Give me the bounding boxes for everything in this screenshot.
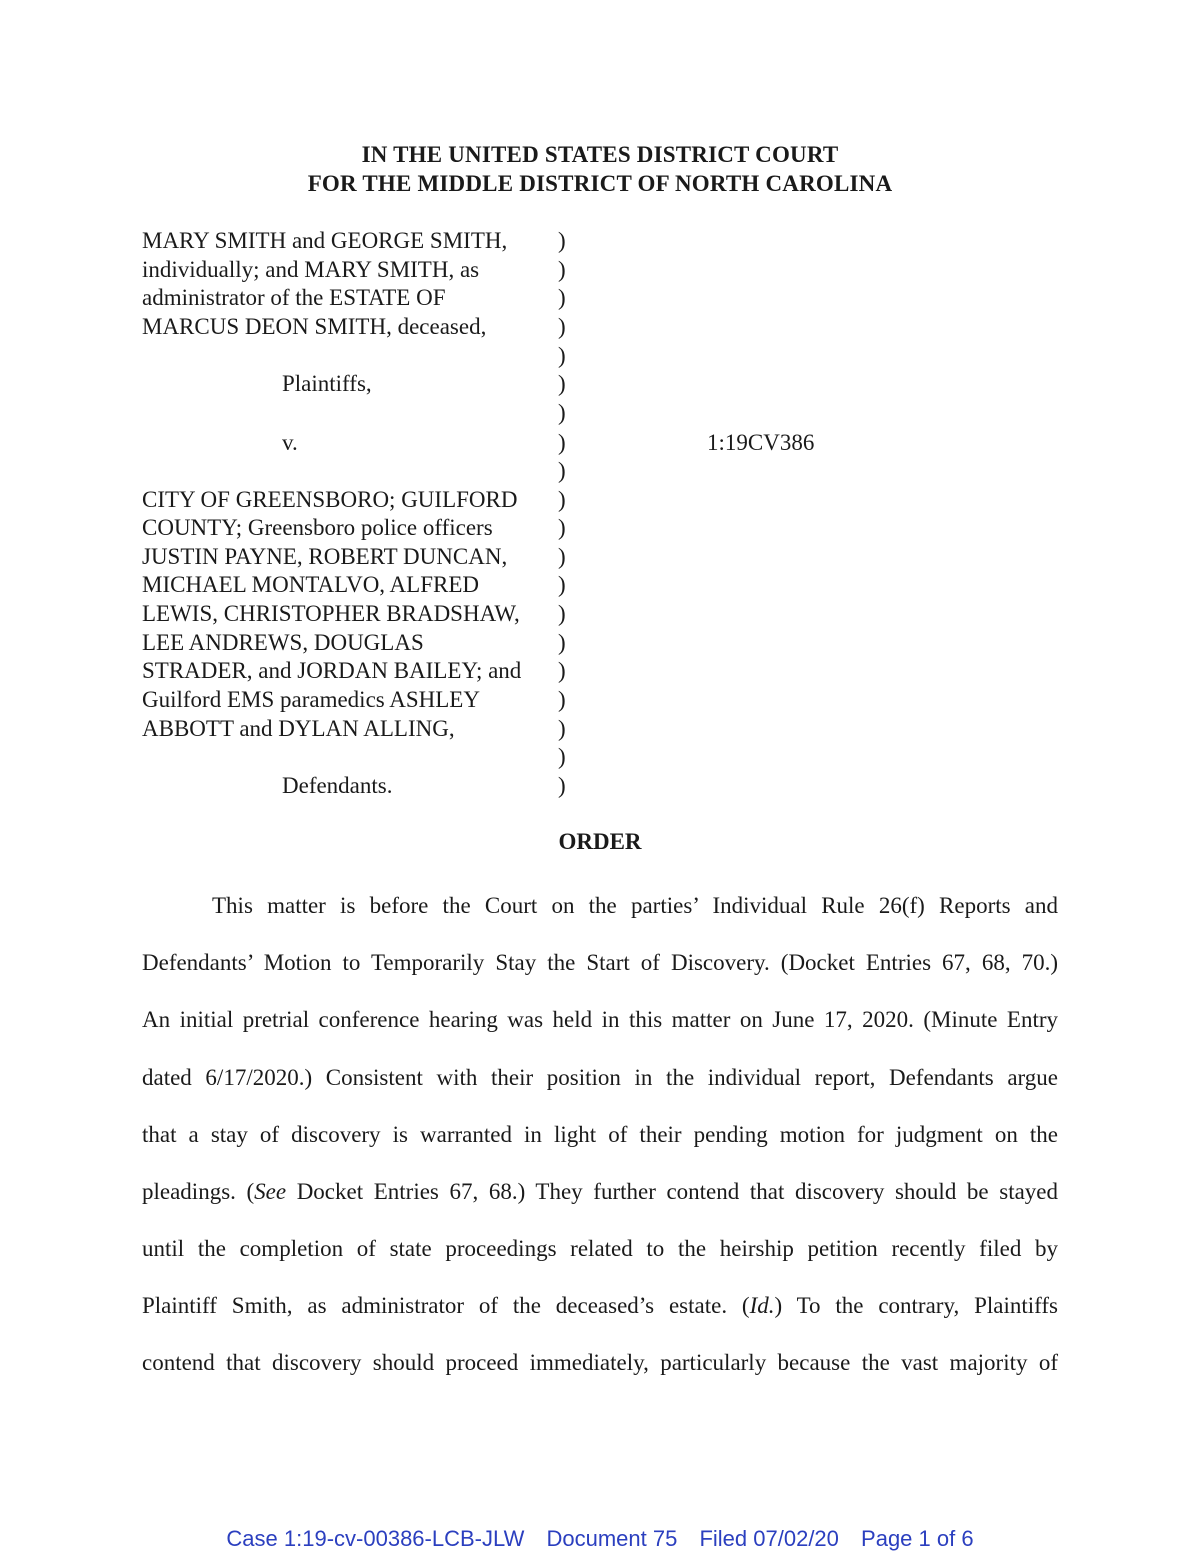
caption-paren: ): [558, 515, 566, 540]
body-text: ) To the contrary, Plaintiffs: [774, 1293, 1058, 1318]
body-line: An initial pretrial conference hearing was held in this matter on June 17, 2020. (Minute Entry: [142, 1007, 1058, 1032]
caption-paren: ): [558, 601, 566, 626]
plaintiff-line: administrator of the ESTATE OF: [142, 285, 446, 310]
caption-paren: ): [558, 630, 566, 655]
defendant-line: Guilford EMS paramedics ASHLEY: [142, 687, 480, 712]
citation-id: Id.: [749, 1293, 775, 1318]
citation-signal: See: [254, 1179, 287, 1204]
body-text: pleadings. (: [142, 1179, 255, 1204]
caption-paren: ): [558, 658, 566, 683]
defendant-line: LEWIS, CHRISTOPHER BRADSHAW,: [142, 601, 520, 626]
caption-paren: ): [558, 687, 566, 712]
body-line: Defendants’ Motion to Temporarily Stay the Start of Discovery. (Docket Entries 67, 68, 70.): [142, 950, 1058, 975]
body-text: Docket Entries 67, 68.) They further contend that discovery should be stayed: [286, 1179, 1058, 1204]
footer-filed: Filed 07/02/20: [699, 1526, 839, 1551]
caption-paren: ): [558, 228, 566, 253]
body-text: Plaintiff Smith, as administrator of the deceased’s estate. (: [142, 1293, 750, 1318]
caption-paren: ): [558, 400, 566, 425]
body-line: [142, 1292, 1058, 1320]
caption-paren: ): [558, 430, 566, 455]
defendant-line: JUSTIN PAYNE, ROBERT DUNCAN,: [142, 544, 508, 569]
plaintiff-line: MARCUS DEON SMITH, deceased,: [142, 314, 487, 339]
defendant-line: MICHAEL MONTALVO, ALFRED: [142, 572, 479, 597]
caption-paren: ): [558, 343, 566, 368]
caption-paren: ): [558, 487, 566, 512]
caption-paren: ): [558, 744, 566, 769]
defendant-line: LEE ANDREWS, DOUGLAS: [142, 630, 424, 655]
caption-paren: ): [558, 257, 566, 282]
defendants-label: Defendants.: [282, 773, 393, 798]
caption-paren: ): [558, 371, 566, 396]
footer-case: Case 1:19-cv-00386-LCB-JLW: [226, 1526, 525, 1551]
caption-paren: ): [558, 773, 566, 798]
plaintiffs-label: Plaintiffs,: [282, 371, 372, 396]
case-number: 1:19CV386: [707, 430, 815, 455]
defendant-line: CITY OF GREENSBORO; GUILFORD: [142, 487, 518, 512]
court-name-line-2: FOR THE MIDDLE DISTRICT OF NORTH CAROLINA: [307, 171, 893, 196]
caption-paren: ): [558, 544, 566, 569]
caption-paren: ): [558, 314, 566, 339]
defendant-line: COUNTY; Greensboro police officers: [142, 515, 493, 540]
versus-label: v.: [282, 430, 298, 455]
body-line: This matter is before the Court on the parties’ Individual Rule 26(f) Reports and: [212, 893, 1058, 918]
caption-paren: ): [558, 458, 566, 483]
plaintiff-line: MARY SMITH and GEORGE SMITH,: [142, 228, 508, 253]
body-line: that a stay of discovery is warranted in light of their pending motion for judgment on the: [142, 1122, 1058, 1147]
body-line: [142, 1178, 1058, 1206]
footer-document: Document 75: [546, 1526, 678, 1551]
plaintiff-line: individually; and MARY SMITH, as: [142, 257, 480, 282]
order-title: ORDER: [558, 829, 642, 854]
caption-paren: ): [558, 572, 566, 597]
court-name-line-1: IN THE UNITED STATES DISTRICT COURT: [361, 142, 839, 167]
ecf-footer: [0, 1526, 1200, 1552]
body-line: dated 6/17/2020.) Consistent with their position in the individual report, Defendants argue: [142, 1065, 1058, 1090]
footer-page: Page 1 of 6: [861, 1526, 974, 1551]
defendant-line: STRADER, and JORDAN BAILEY; and: [142, 658, 522, 683]
body-line: contend that discovery should proceed immediately, particularly because the vast majority of: [142, 1350, 1058, 1375]
defendant-line: ABBOTT and DYLAN ALLING,: [142, 716, 455, 741]
caption-paren: ): [558, 716, 566, 741]
caption-paren: ): [558, 285, 566, 310]
body-line: until the completion of state proceedings related to the heirship petition recently filed by: [142, 1236, 1058, 1261]
